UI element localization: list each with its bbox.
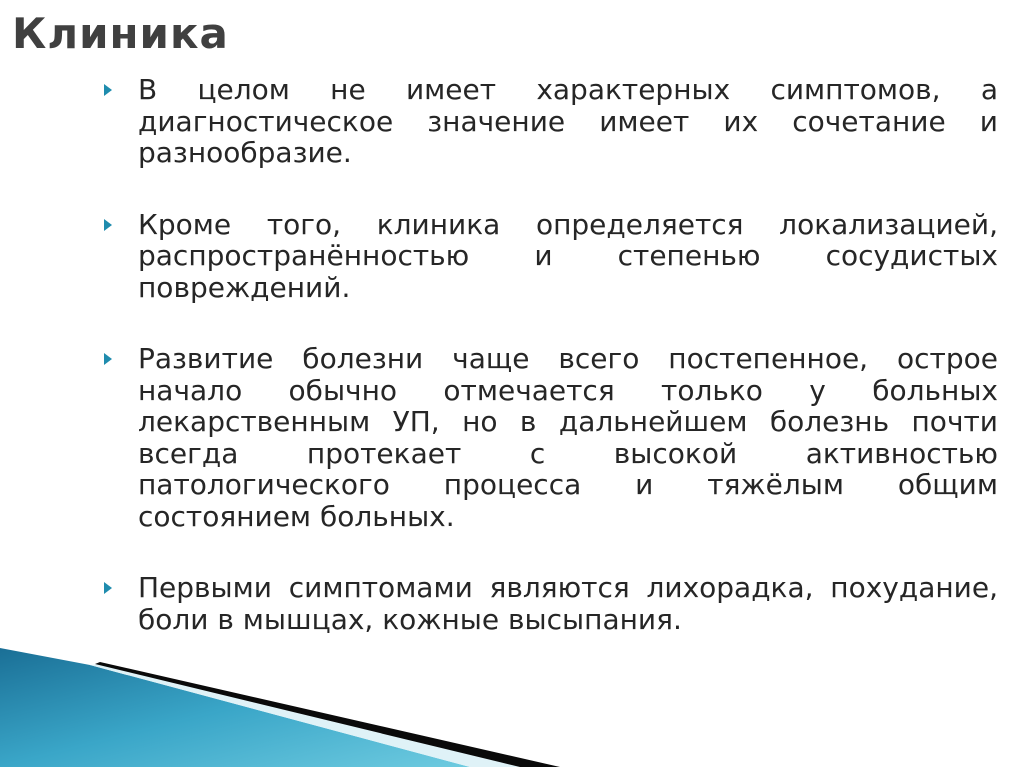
bullet-item xyxy=(104,209,998,304)
bullet-text: Кроме того, клиника определяется локализацией, распространённостью и степенью сосудистых повреждений. xyxy=(138,207,998,304)
bullet-text: Развитие болезни чаще всего постепенное, острое начало обычно отмечается только у больных лекарственным УП, но в дальнейшем болезнь почти всегда протекает с высокой активностью патологического процесса и тяжёлым общим состоянием больных. xyxy=(138,342,998,533)
bullet-item xyxy=(104,343,998,532)
triangle-bullet-icon xyxy=(104,582,112,594)
slide-title: Клиника xyxy=(12,9,229,58)
bullet-list xyxy=(104,74,998,675)
bullet-text: В целом не имеет характерных симптомов, а диагностическое значение имеет их сочетание и разнообразие. xyxy=(138,73,998,169)
triangle-bullet-icon xyxy=(104,219,112,231)
bullet-item xyxy=(104,572,998,635)
triangle-bullet-icon xyxy=(104,353,112,365)
bullet-item xyxy=(104,74,998,169)
bullet-text: Первыми симптомами являются лихорадка, похудание, боли в мышцах, кожные высыпания. xyxy=(138,571,998,636)
triangle-bullet-icon xyxy=(104,84,112,96)
